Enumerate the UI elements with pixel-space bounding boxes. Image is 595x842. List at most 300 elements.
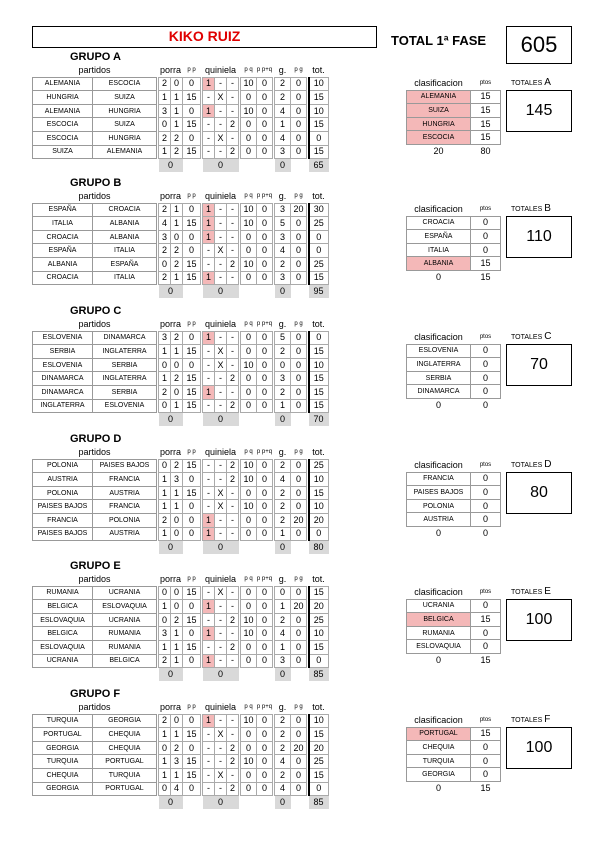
pg-header: p g	[294, 703, 303, 710]
value-cell: -	[203, 257, 215, 271]
value-cell: 0	[257, 714, 273, 728]
value-cell: 10	[241, 203, 257, 217]
value-cell: 0	[291, 385, 307, 399]
value-cell: 15	[309, 385, 329, 399]
table-header	[33, 318, 329, 331]
team-cell: PAISES BAJOS	[33, 500, 93, 514]
value-cell: 20	[291, 203, 307, 217]
table-row	[33, 600, 329, 614]
classified-team: GEORGIA	[407, 768, 471, 782]
value-cell: 0	[257, 372, 273, 386]
classified-points: 0	[471, 599, 501, 613]
value-cell: 10	[241, 755, 257, 769]
value-cell: 1	[203, 513, 215, 527]
value-cell: 2	[275, 613, 291, 627]
table-row	[33, 613, 329, 627]
pp-header: p p	[187, 320, 196, 327]
classification-row	[407, 104, 501, 118]
value-cell: 0	[257, 331, 273, 345]
value-cell: 2	[159, 131, 171, 145]
pg-header: p g	[294, 448, 303, 455]
matches-table	[32, 64, 329, 172]
value-cell: 0	[291, 613, 307, 627]
value-cell: 15	[309, 91, 329, 105]
classified-points: 0	[471, 371, 501, 385]
value-cell: 0	[291, 91, 307, 105]
sum-quiniela: 0	[203, 796, 239, 809]
team-cell: PAISES BAJOS	[33, 527, 93, 541]
value-cell: 10	[309, 714, 329, 728]
team-cell: HUNGRIA	[33, 91, 93, 105]
group-b	[32, 177, 572, 299]
value-cell: -	[227, 131, 239, 145]
totales-text: TOTALES	[511, 334, 543, 341]
value-cell: 0	[291, 782, 307, 796]
team-cell: CROACIA	[33, 230, 93, 244]
value-cell: 1	[159, 768, 171, 782]
team-cell: SUIZA	[93, 91, 157, 105]
totales-label	[511, 203, 551, 214]
value-cell: 0	[257, 385, 273, 399]
pg-header: p g	[294, 192, 303, 199]
ptos-header: ptos	[479, 716, 492, 723]
clasificacion-header: clasificacion	[414, 77, 463, 88]
value-cell: 0	[257, 217, 273, 231]
classified-points: 0	[471, 358, 501, 372]
value-cell: -	[215, 459, 227, 473]
value-cell: 0	[241, 372, 257, 386]
classified-team: BELGICA	[407, 613, 471, 627]
ptos-header: ptos	[479, 333, 492, 340]
value-cell: -	[227, 586, 239, 600]
value-cell: -	[215, 271, 227, 285]
table-header	[33, 446, 329, 459]
sum-goals: 0	[275, 285, 291, 298]
value-cell: 2	[171, 372, 183, 386]
value-cell: X	[215, 586, 227, 600]
classification-row	[407, 626, 501, 640]
pg-header: p g	[294, 575, 303, 582]
sum-porra: 0	[159, 285, 183, 298]
pg-header: p g	[294, 66, 303, 73]
classified-points: 0	[471, 230, 501, 244]
value-cell: 0	[159, 782, 171, 796]
sum-quiniela: 0	[203, 668, 239, 681]
classified-points: 0	[471, 626, 501, 640]
classification-table	[406, 331, 501, 412]
table-row	[33, 486, 329, 500]
sum-porra: 0	[159, 413, 183, 426]
value-cell: -	[227, 331, 239, 345]
team-cell: ESPAÑA	[33, 203, 93, 217]
classified-team: PORTUGAL	[407, 727, 471, 741]
classified-team: TURQUIA	[407, 754, 471, 768]
team-cell: ALBANIA	[93, 230, 157, 244]
value-cell: 1	[159, 527, 171, 541]
classification-footer-b: 15	[480, 654, 491, 665]
value-cell: 0	[291, 755, 307, 769]
value-cell: 2	[227, 145, 239, 159]
goals-header: g.	[278, 446, 287, 457]
value-cell: 0	[241, 782, 257, 796]
value-cell: 2	[227, 399, 239, 413]
partidos-header: partidos	[78, 318, 111, 329]
value-cell: 1	[159, 600, 171, 614]
sum-goals: 0	[275, 668, 291, 681]
value-cell: 2	[159, 244, 171, 258]
tot-header: tot.	[312, 190, 325, 201]
classification-row	[407, 599, 501, 613]
classified-team: INGLATERRA	[407, 358, 471, 372]
tot-header: tot.	[312, 573, 325, 584]
team-cell: INGLATERRA	[33, 399, 93, 413]
partidos-header: partidos	[78, 573, 111, 584]
value-cell: X	[215, 500, 227, 514]
value-cell: -	[227, 358, 239, 372]
value-cell: 0	[291, 728, 307, 742]
team-cell: GEORGIA	[33, 741, 93, 755]
classified-team: HUNGRIA	[407, 117, 471, 131]
group-total-value: 100	[506, 599, 572, 641]
value-cell: 2	[159, 385, 171, 399]
classified-points: 0	[471, 216, 501, 230]
team-cell: HUNGRIA	[93, 104, 157, 118]
value-cell: 4	[275, 627, 291, 641]
value-cell: 0	[291, 372, 307, 386]
value-cell: 0	[159, 741, 171, 755]
value-cell: 2	[159, 77, 171, 91]
team-cell: CHEQUIA	[93, 728, 157, 742]
value-cell: 0	[171, 358, 183, 372]
group-total-value: 80	[506, 472, 572, 514]
value-cell: -	[203, 613, 215, 627]
value-cell: 4	[275, 104, 291, 118]
team-cell: GEORGIA	[33, 782, 93, 796]
pp-header: p p	[187, 575, 196, 582]
team-cell: ALBANIA	[33, 257, 93, 271]
totales-text: TOTALES	[511, 462, 543, 469]
value-cell: 2	[227, 118, 239, 132]
classified-team: ESLOVENIA	[407, 344, 471, 358]
goals-header: g.	[278, 573, 287, 584]
value-cell: 0	[291, 145, 307, 159]
value-cell: 10	[241, 473, 257, 487]
value-cell: -	[203, 345, 215, 359]
classified-team: SUIZA	[407, 104, 471, 118]
value-cell: 0	[257, 768, 273, 782]
value-cell: 0	[257, 486, 273, 500]
value-cell: 0	[257, 741, 273, 755]
classification-row	[407, 385, 501, 399]
value-cell: 1	[171, 486, 183, 500]
value-cell: 15	[309, 372, 329, 386]
value-cell: 0	[183, 527, 201, 541]
team-cell: ITALIA	[93, 271, 157, 285]
group-e	[32, 560, 572, 682]
value-cell: 1	[203, 331, 215, 345]
value-cell: 3	[275, 372, 291, 386]
value-cell: -	[215, 399, 227, 413]
value-cell: 0	[257, 640, 273, 654]
value-cell: -	[227, 230, 239, 244]
totales-letter: A	[544, 77, 551, 88]
value-cell: -	[203, 500, 215, 514]
value-cell: 2	[227, 372, 239, 386]
table-row	[33, 104, 329, 118]
value-cell: 0	[291, 77, 307, 91]
value-cell: -	[203, 91, 215, 105]
sum-row	[33, 413, 329, 426]
classified-team: ESCOCIA	[407, 131, 471, 145]
value-cell: 1	[171, 91, 183, 105]
value-cell: 0	[291, 257, 307, 271]
value-cell: 0	[159, 613, 171, 627]
value-cell: 15	[183, 257, 201, 271]
classified-team: DINAMARCA	[407, 385, 471, 399]
tot-header: tot.	[312, 701, 325, 712]
value-cell: -	[215, 203, 227, 217]
value-cell: 15	[309, 271, 329, 285]
porra-header: porra	[159, 701, 181, 712]
classified-points: 15	[471, 613, 501, 627]
sum-total: 85	[309, 796, 329, 809]
value-cell: 0	[257, 654, 273, 668]
value-cell: 2	[275, 768, 291, 782]
ppq-header: p p+q	[256, 320, 273, 327]
classified-points: 0	[471, 754, 501, 768]
value-cell: 0	[257, 203, 273, 217]
value-cell: 1	[203, 385, 215, 399]
team-cell: PORTUGAL	[33, 728, 93, 742]
value-cell: 20	[291, 513, 307, 527]
totales-text: TOTALES	[511, 206, 543, 213]
sum-goals: 0	[275, 159, 291, 172]
matches-table	[32, 318, 329, 426]
quiniela-header: quiniela	[204, 573, 237, 584]
value-cell: 2	[171, 613, 183, 627]
value-cell: 0	[241, 741, 257, 755]
value-cell: 15	[183, 640, 201, 654]
total-phase-value: 605	[506, 26, 572, 64]
classified-team: ALBANIA	[407, 257, 471, 271]
value-cell: 1	[203, 600, 215, 614]
sum-goals: 0	[275, 413, 291, 426]
clasificacion-header: clasificacion	[414, 203, 463, 214]
value-cell: 0	[257, 627, 273, 641]
value-cell: 0	[171, 513, 183, 527]
value-cell: 0	[257, 500, 273, 514]
value-cell: 15	[183, 145, 201, 159]
value-cell: 0	[183, 600, 201, 614]
classification-row	[407, 727, 501, 741]
table-row	[33, 345, 329, 359]
quiniela-header: quiniela	[204, 446, 237, 457]
goals-header: g.	[278, 190, 287, 201]
value-cell: 2	[227, 257, 239, 271]
value-cell: -	[203, 782, 215, 796]
sum-porra: 0	[159, 159, 183, 172]
value-cell: 1	[159, 500, 171, 514]
value-cell: 2	[275, 345, 291, 359]
value-cell: -	[215, 600, 227, 614]
value-cell: 2	[227, 459, 239, 473]
value-cell: 20	[309, 513, 329, 527]
value-cell: 10	[241, 257, 257, 271]
team-cell: FRANCIA	[33, 513, 93, 527]
table-row	[33, 217, 329, 231]
ppq-header: p p+q	[256, 192, 273, 199]
value-cell: 15	[309, 586, 329, 600]
group-title: GRUPO A	[70, 51, 121, 63]
value-cell: 15	[183, 345, 201, 359]
team-cell: ALEMANIA	[33, 104, 93, 118]
value-cell: 0	[183, 131, 201, 145]
value-cell: -	[203, 741, 215, 755]
classified-points: 15	[471, 727, 501, 741]
value-cell: 0	[257, 145, 273, 159]
value-cell: 2	[227, 741, 239, 755]
classified-points: 0	[471, 385, 501, 399]
classification-footer-a: 0	[435, 271, 441, 282]
value-cell: 0	[291, 331, 307, 345]
table-header	[33, 573, 329, 586]
value-cell: 1	[171, 345, 183, 359]
value-cell: 25	[309, 217, 329, 231]
value-cell: 15	[183, 399, 201, 413]
clasificacion-header: clasificacion	[414, 459, 463, 470]
value-cell: 10	[309, 358, 329, 372]
value-cell: 4	[275, 131, 291, 145]
value-cell: 1	[171, 500, 183, 514]
table-row	[33, 755, 329, 769]
classification-row	[407, 754, 501, 768]
value-cell: 1	[171, 640, 183, 654]
classification-table	[406, 77, 501, 158]
value-cell: 1	[171, 118, 183, 132]
value-cell: 0	[183, 741, 201, 755]
value-cell: 0	[291, 345, 307, 359]
classification-row	[407, 472, 501, 486]
table-row	[33, 714, 329, 728]
value-cell: -	[203, 244, 215, 258]
partidos-header: partidos	[78, 64, 111, 75]
team-cell: PAISES BAJOS	[93, 459, 157, 473]
value-cell: 1	[203, 77, 215, 91]
value-cell: 0	[291, 217, 307, 231]
team-cell: ESPAÑA	[33, 244, 93, 258]
value-cell: 25	[309, 257, 329, 271]
value-cell: 0	[241, 586, 257, 600]
value-cell: -	[215, 118, 227, 132]
table-row	[33, 358, 329, 372]
value-cell: 2	[275, 513, 291, 527]
value-cell: 15	[309, 399, 329, 413]
value-cell: -	[203, 640, 215, 654]
value-cell: 15	[183, 728, 201, 742]
classified-team: RUMANIA	[407, 626, 471, 640]
value-cell: 3	[171, 755, 183, 769]
value-cell: 0	[291, 118, 307, 132]
team-cell: BELGICA	[33, 600, 93, 614]
value-cell: X	[215, 345, 227, 359]
sum-quiniela: 0	[203, 413, 239, 426]
table-row	[33, 640, 329, 654]
value-cell: 2	[275, 714, 291, 728]
sum-row	[33, 541, 329, 554]
value-cell: 2	[159, 513, 171, 527]
quiniela-header: quiniela	[204, 318, 237, 329]
classified-team: ESPAÑA	[407, 230, 471, 244]
value-cell: 1	[171, 654, 183, 668]
sum-row	[33, 285, 329, 298]
value-cell: 1	[171, 203, 183, 217]
value-cell: -	[203, 586, 215, 600]
team-cell: PORTUGAL	[93, 782, 157, 796]
table-row	[33, 203, 329, 217]
value-cell: -	[215, 714, 227, 728]
value-cell: 0	[241, 345, 257, 359]
table-row	[33, 527, 329, 541]
value-cell: 0	[275, 358, 291, 372]
value-cell: X	[215, 244, 227, 258]
value-cell: 10	[241, 104, 257, 118]
value-cell: 0	[241, 527, 257, 541]
matches-table	[32, 701, 329, 809]
classification-footer-a: 20	[433, 145, 444, 156]
classified-team: ITALIA	[407, 243, 471, 257]
value-cell: 2	[275, 459, 291, 473]
table-row	[33, 257, 329, 271]
value-cell: 2	[171, 257, 183, 271]
porra-header: porra	[159, 190, 181, 201]
classified-points: 0	[471, 499, 501, 513]
value-cell: -	[215, 230, 227, 244]
value-cell: 10	[241, 627, 257, 641]
group-total-value: 70	[506, 344, 572, 386]
value-cell: 2	[171, 244, 183, 258]
value-cell: 3	[275, 654, 291, 668]
value-cell: 10	[309, 104, 329, 118]
classified-points: 0	[471, 486, 501, 500]
value-cell: 0	[183, 331, 201, 345]
value-cell: 0	[241, 145, 257, 159]
value-cell: 0	[241, 654, 257, 668]
classification-footer-a: 0	[435, 527, 441, 538]
value-cell: -	[227, 271, 239, 285]
value-cell: -	[203, 358, 215, 372]
team-cell: DINAMARCA	[93, 331, 157, 345]
value-cell: 1	[171, 627, 183, 641]
classification-row	[407, 257, 501, 271]
value-cell: 0	[257, 586, 273, 600]
value-cell: 1	[159, 145, 171, 159]
sum-total: 70	[309, 413, 329, 426]
table-row	[33, 654, 329, 668]
value-cell: 1	[275, 399, 291, 413]
value-cell: 2	[159, 714, 171, 728]
value-cell: -	[215, 331, 227, 345]
value-cell: 0	[241, 91, 257, 105]
value-cell: 1	[275, 118, 291, 132]
value-cell: 0	[257, 513, 273, 527]
value-cell: -	[215, 513, 227, 527]
value-cell: X	[215, 91, 227, 105]
value-cell: 4	[275, 244, 291, 258]
value-cell: 0	[241, 271, 257, 285]
group-title: GRUPO C	[70, 305, 122, 317]
classified-team: FRANCIA	[407, 472, 471, 486]
table-row	[33, 459, 329, 473]
